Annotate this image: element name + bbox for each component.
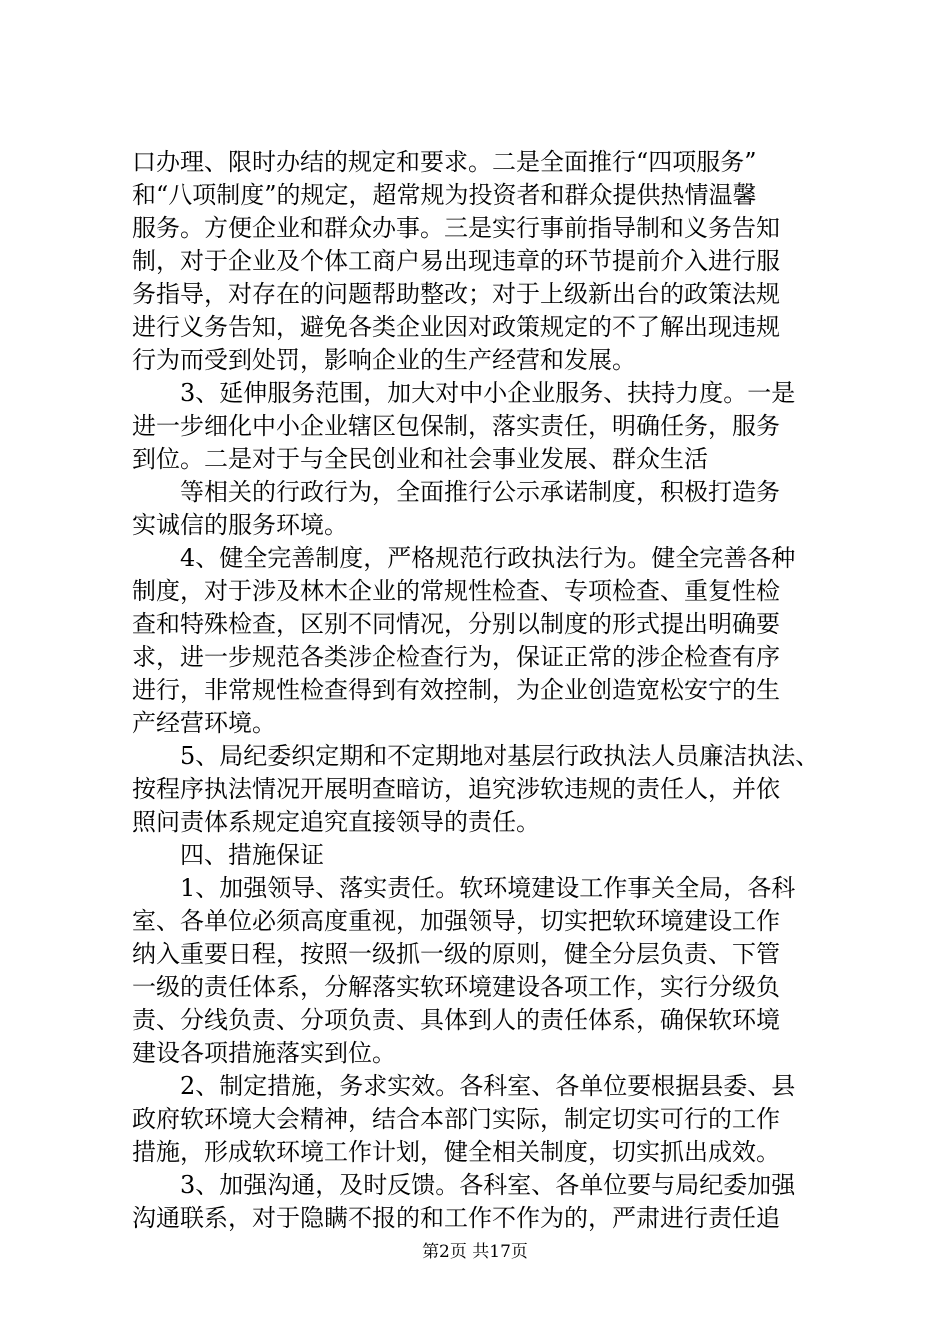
- paragraph-start-line: 3、延伸服务范围，加大对中小企业服务、扶持力度。一是: [180, 379, 796, 407]
- text-line: 求，进一步规范各类涉企检查行为，保证正常的涉企检查有序: [132, 643, 780, 671]
- page-footer: [0, 1240, 950, 1264]
- text-line: 到位。二是对于与全民创业和社会事业发展、群众生活: [132, 445, 708, 473]
- text-line: 和“八项制度”的规定，超常规为投资者和群众提供热情温馨: [132, 181, 757, 209]
- text-line: 按程序执法情况开展明查暗访，追究涉软违规的责任人，并依: [132, 775, 780, 803]
- text-line: 建设各项措施落实到位。: [132, 1039, 396, 1067]
- text-line: 照问责体系规定追究直接领导的责任。: [132, 808, 540, 836]
- text-line: 口办理、限时办结的规定和要求。二是全面推行“四项服务”: [132, 148, 757, 176]
- section-heading: 四、措施保证: [180, 841, 324, 869]
- text-line: 服务。方便企业和群众办事。三是实行事前指导制和义务告知: [132, 214, 780, 242]
- text-line: 进行，非常规性检查得到有效控制，为企业创造宽松安宁的生: [132, 676, 780, 704]
- paragraph-start-line: 3、加强沟通，及时反馈。各科室、各单位要与局纪委加强: [180, 1171, 796, 1199]
- paragraph-start-line: 2、制定措施，务求实效。各科室、各单位要根据县委、县: [180, 1072, 796, 1100]
- document-body: [132, 146, 832, 1235]
- paragraph-start-line: 4、健全完善制度，严格规范行政执法行为。健全完善各种: [180, 544, 796, 572]
- text-line: 室、各单位必须高度重视，加强领导，切实把软环境建设工作: [132, 907, 780, 935]
- text-line: 制，对于企业及个体工商户易出现违章的环节提前介入进行服: [132, 247, 780, 275]
- paragraph-start-line: 5、局纪委织定期和不定期地对基层行政执法人员廉洁执法、: [180, 742, 820, 770]
- text-line: 进一步细化中小企业辖区包保制，落实责任，明确任务，服务: [132, 412, 780, 440]
- page-number-label: 第2页 共17页: [422, 1242, 528, 1262]
- text-line: 责、分线负责、分项负责、具体到人的责任体系，确保软环境: [132, 1006, 780, 1034]
- paragraph-start-line: 1、加强领导、落实责任。软环境建设工作事关全局，各科: [180, 874, 796, 902]
- text-line: 查和特殊检查，区别不同情况，分别以制度的形式提出明确要: [132, 610, 780, 638]
- paragraph-start-line: 等相关的行政行为，全面推行公示承诺制度，积极打造务: [180, 478, 780, 506]
- text-line: 制度，对于涉及林木企业的常规性检查、专项检查、重复性检: [132, 577, 780, 605]
- text-line: 实诚信的服务环境。: [132, 511, 348, 539]
- text-line: 务指导，对存在的问题帮助整改；对于上级新出台的政策法规: [132, 280, 780, 308]
- text-line: 一级的责任体系，分解落实软环境建设各项工作，实行分级负: [132, 973, 780, 1001]
- text-line: 产经营环境。: [132, 709, 276, 737]
- text-line: 纳入重要日程，按照一级抓一级的原则，健全分层负责、下管: [132, 940, 780, 968]
- text-line: 政府软环境大会精神，结合本部门实际，制定切实可行的工作: [132, 1105, 780, 1133]
- text-line: 行为而受到处罚，影响企业的生产经营和发展。: [132, 346, 636, 374]
- text-line: 措施，形成软环境工作计划，健全相关制度，切实抓出成效。: [132, 1138, 780, 1166]
- text-line: 沟通联系，对于隐瞒不报的和工作不作为的，严肃进行责任追: [132, 1204, 780, 1232]
- text-line: 进行义务告知，避免各类企业因对政策规定的不了解出现违规: [132, 313, 780, 341]
